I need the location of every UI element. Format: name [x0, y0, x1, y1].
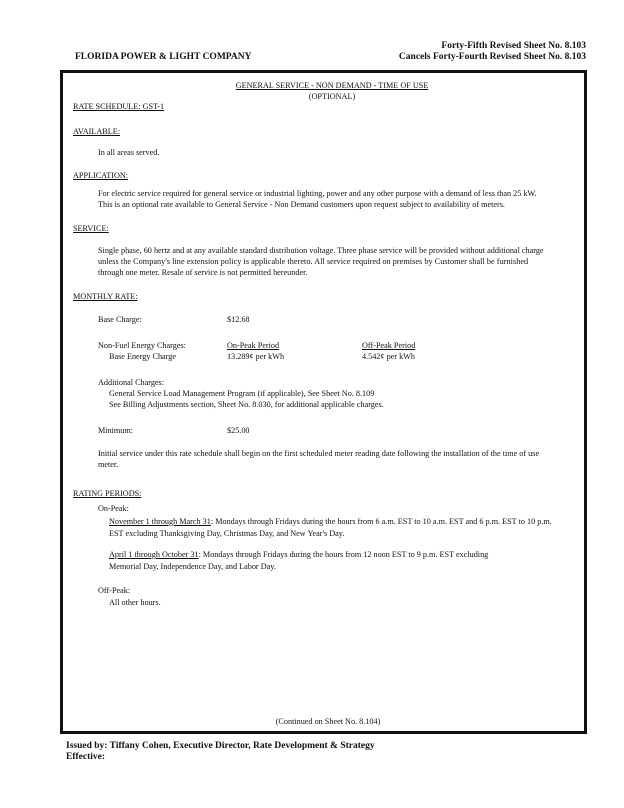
minimum-value: $25.00 [227, 426, 250, 435]
summer-period-line-1 [109, 549, 488, 560]
on-peak-label: On-Peak: [98, 504, 129, 513]
winter-text-2: EST excluding Thanksgiving Day, Christmas Day, and New Year's Day. [109, 529, 345, 538]
application-line-1: For electric service required for general service or industrial lighting, power and any other purpose with a demand of less than 25 kW. [98, 189, 537, 198]
base-charge-label: Base Charge: [98, 315, 142, 324]
effective: Effective: [66, 752, 106, 762]
additional-line-1: General Service Load Management Program (if applicable), See Sheet No. 8.109 [109, 389, 375, 398]
off-peak-label: Off-Peak: [98, 586, 131, 595]
off-peak-text: All other hours. [109, 598, 161, 607]
company-name: FLORIDA POWER & LIGHT COMPANY [75, 52, 252, 62]
on-peak-header: On-Peak Period [227, 341, 280, 350]
rating-periods-heading: RATING PERIODS: [73, 489, 142, 498]
issued-by: Issued by: Tiffany Cohen, Executive Director, Rate Development & Strategy [66, 741, 375, 751]
on-peak-value: 13.289¢ per kWh [227, 352, 285, 361]
schedule-title: GENERAL SERVICE - NON DEMAND - TIME OF USE [235, 81, 429, 90]
service-line-1: Single phase, 60 hertz and at any available standard distribution voltage. Three phase service will be provided without additional charge [98, 246, 544, 255]
off-peak-value: 4.542¢ per kWh [362, 352, 415, 361]
winter-text-1: : Mondays through Fridays during the hours from 6 a.m. EST to 10 a.m. EST and 6 p.m. EST to 10 p.m. [210, 517, 552, 526]
additional-line-2: See Billing Adjustments section, Sheet No. 8.030, for additional applicable charges. [109, 400, 384, 409]
off-peak-header: Off-Peak Period [362, 341, 416, 350]
available-heading: AVAILABLE: [73, 127, 121, 136]
winter-dates: November 1 through March 31 [109, 517, 211, 526]
nonfuel-label: Non-Fuel Energy Charges: [98, 341, 186, 350]
available-text: In all areas served. [98, 148, 160, 157]
base-energy-label: Base Energy Charge [109, 352, 176, 361]
summer-text-1: : Mondays through Fridays during the hours from 12 noon EST to 9 p.m. EST excluding [198, 550, 489, 559]
rate-schedule: RATE SCHEDULE: GST-1 [73, 102, 165, 111]
application-heading: APPLICATION: [73, 171, 129, 180]
base-charge-value: $12.68 [227, 315, 250, 324]
sheet-cancels: Cancels Forty-Fourth Revised Sheet No. 8.103 [398, 52, 586, 62]
winter-period-line-1 [109, 516, 552, 527]
summer-text-2: Memorial Day, Independence Day, and Labor Day. [109, 562, 276, 571]
continued-note: (Continued on Sheet No. 8.104) [275, 717, 381, 726]
service-heading: SERVICE: [73, 224, 109, 233]
summer-dates: April 1 through October 31 [109, 550, 199, 559]
schedule-subtitle: (OPTIONAL) [308, 92, 356, 101]
monthly-rate-heading: MONTHLY RATE: [73, 292, 138, 301]
service-line-3: through one meter. Resale of service is not permitted hereunder. [98, 268, 308, 277]
minimum-label: Minimum: [98, 426, 134, 435]
initial-service-line-2: meter. [98, 460, 119, 469]
additional-label: Additional Charges: [98, 378, 165, 387]
service-line-2: unless the Company's line extension policy is applicable thereto. All service required on premises by Customer shall be furnished [98, 257, 529, 266]
sheet-revised: Forty-Fifth Revised Sheet No. 8.103 [441, 41, 586, 51]
application-line-2: This is an optional rate available to General Service - Non Demand customers upon request subject to availability of meters. [98, 200, 505, 209]
initial-service-line-1: Initial service under this rate schedule shall begin on the first scheduled meter reading date following the installation of the time of use [98, 449, 540, 458]
